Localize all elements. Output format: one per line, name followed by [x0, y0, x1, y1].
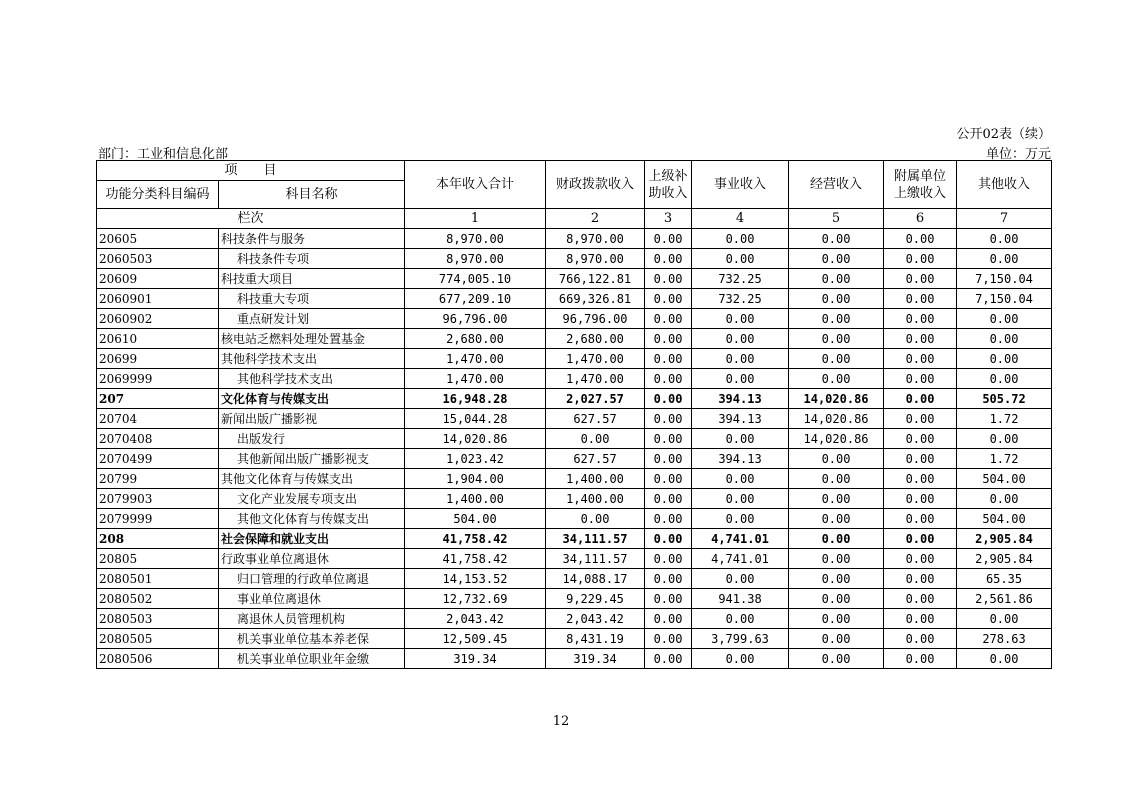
row-value: 0.00	[692, 509, 789, 529]
row-value: 2,680.00	[546, 329, 645, 349]
row-value: 0.00	[692, 329, 789, 349]
row-value: 0.00	[645, 549, 692, 569]
row-value: 0.00	[957, 369, 1052, 389]
row-name: 科技重大项目	[219, 269, 405, 289]
row-code: 2080501	[97, 569, 219, 589]
row-value: 0.00	[789, 289, 884, 309]
header-item: 项 目	[97, 161, 405, 181]
row-value: 774,005.10	[405, 269, 546, 289]
row-value: 0.00	[692, 609, 789, 629]
column-number: 6	[884, 209, 957, 229]
row-code: 2079903	[97, 489, 219, 509]
row-value: 0.00	[692, 249, 789, 269]
row-name: 科技重大专项	[219, 289, 405, 309]
department-row	[96, 143, 1051, 160]
row-value: 8,431.19	[546, 629, 645, 649]
row-value: 1.72	[957, 449, 1052, 469]
row-value: 0.00	[884, 649, 957, 669]
row-value: 1,470.00	[546, 369, 645, 389]
row-value: 0.00	[957, 609, 1052, 629]
row-value: 0.00	[884, 609, 957, 629]
row-value: 65.35	[957, 569, 1052, 589]
row-name: 机关事业单位基本养老保	[219, 629, 405, 649]
header-other: 其他收入	[957, 161, 1052, 209]
row-code: 2080502	[97, 589, 219, 609]
row-value: 0.00	[957, 349, 1052, 369]
row-name: 其他文化体育与传媒支出	[219, 469, 405, 489]
row-value: 0.00	[789, 349, 884, 369]
row-value: 504.00	[957, 509, 1052, 529]
header-code: 功能分类科目编码	[97, 181, 219, 209]
row-value: 0.00	[645, 509, 692, 529]
row-value: 0.00	[692, 229, 789, 249]
row-value: 4,741.01	[692, 529, 789, 549]
header-affiliate-line2: 上缴收入	[894, 185, 947, 201]
row-value: 14,020.86	[789, 389, 884, 409]
row-name: 新闻出版广播影视	[219, 409, 405, 429]
row-value: 0.00	[789, 309, 884, 329]
row-name: 其他科学技术支出	[219, 349, 405, 369]
column-number: 7	[957, 209, 1052, 229]
row-value: 14,020.86	[789, 429, 884, 449]
row-value: 0.00	[789, 469, 884, 489]
row-value: 8,970.00	[546, 249, 645, 269]
header-superior-line2: 助收入	[648, 185, 688, 201]
row-value: 2,680.00	[405, 329, 546, 349]
table-row	[97, 369, 1052, 389]
row-value: 2,905.84	[957, 529, 1052, 549]
table-row	[97, 329, 1052, 349]
row-value: 504.00	[957, 469, 1052, 489]
row-value: 0.00	[645, 289, 692, 309]
row-code: 20609	[97, 269, 219, 289]
row-value: 0.00	[645, 469, 692, 489]
row-value: 14,153.52	[405, 569, 546, 589]
table-row	[97, 529, 1052, 549]
table-row	[97, 649, 1052, 669]
table-row	[97, 249, 1052, 269]
row-value: 0.00	[789, 369, 884, 389]
column-number: 5	[789, 209, 884, 229]
row-value: 0.00	[884, 509, 957, 529]
row-value: 7,150.04	[957, 289, 1052, 309]
row-code: 208	[97, 529, 219, 549]
row-name: 其他新闻出版广播影视支	[219, 449, 405, 469]
row-value: 0.00	[884, 629, 957, 649]
row-code: 2080505	[97, 629, 219, 649]
row-value: 0.00	[692, 649, 789, 669]
row-value: 0.00	[692, 469, 789, 489]
row-value: 0.00	[645, 569, 692, 589]
table-row	[97, 509, 1052, 529]
row-value: 0.00	[884, 449, 957, 469]
row-name: 文化体育与传媒支出	[219, 389, 405, 409]
row-code: 20699	[97, 349, 219, 369]
row-value: 0.00	[645, 449, 692, 469]
row-value: 0.00	[884, 489, 957, 509]
row-value: 14,020.86	[789, 409, 884, 429]
row-value: 0.00	[884, 249, 957, 269]
row-value: 2,905.84	[957, 549, 1052, 569]
row-value: 0.00	[645, 489, 692, 509]
row-value: 504.00	[405, 509, 546, 529]
row-value: 0.00	[692, 349, 789, 369]
row-value: 0.00	[789, 229, 884, 249]
row-name: 社会保障和就业支出	[219, 529, 405, 549]
table-label: 公开02表（续）	[956, 127, 1051, 142]
row-value: 0.00	[789, 449, 884, 469]
row-code: 20605	[97, 229, 219, 249]
row-value: 96,796.00	[405, 309, 546, 329]
row-value: 3,799.63	[692, 629, 789, 649]
row-value: 12,509.45	[405, 629, 546, 649]
row-value: 0.00	[957, 249, 1052, 269]
row-value: 0.00	[884, 569, 957, 589]
row-value: 0.00	[884, 289, 957, 309]
row-value: 1,400.00	[546, 489, 645, 509]
table-row	[97, 629, 1052, 649]
row-code: 20610	[97, 329, 219, 349]
row-name: 离退休人员管理机构	[219, 609, 405, 629]
header-affiliate-line1: 附属单位	[894, 168, 947, 184]
budget-table	[96, 160, 1052, 669]
header-fiscal: 财政拨款收入	[546, 161, 645, 209]
row-value: 8,970.00	[405, 249, 546, 269]
row-name: 机关事业单位职业年金缴	[219, 649, 405, 669]
row-value: 0.00	[789, 329, 884, 349]
row-value: 0.00	[789, 249, 884, 269]
header-name: 科目名称	[219, 181, 405, 209]
header-superior	[645, 161, 692, 209]
row-code: 20805	[97, 549, 219, 569]
row-value: 0.00	[957, 229, 1052, 249]
row-name: 其他科学技术支出	[219, 369, 405, 389]
row-value: 7,150.04	[957, 269, 1052, 289]
row-value: 0.00	[884, 229, 957, 249]
row-value: 0.00	[884, 409, 957, 429]
row-value: 0.00	[645, 229, 692, 249]
row-value: 34,111.57	[546, 529, 645, 549]
row-value: 0.00	[884, 309, 957, 329]
row-value: 319.34	[405, 649, 546, 669]
row-value: 0.00	[789, 269, 884, 289]
header-affiliate	[884, 161, 957, 209]
row-value: 41,758.42	[405, 529, 546, 549]
row-value: 0.00	[884, 469, 957, 489]
row-value: 4,741.01	[692, 549, 789, 569]
column-number: 2	[546, 209, 645, 229]
row-value: 1.72	[957, 409, 1052, 429]
row-value: 0.00	[957, 309, 1052, 329]
row-value: 0.00	[692, 429, 789, 449]
row-value: 0.00	[692, 369, 789, 389]
row-value: 0.00	[957, 429, 1052, 449]
row-value: 766,122.81	[546, 269, 645, 289]
table-row	[97, 309, 1052, 329]
row-value: 16,948.28	[405, 389, 546, 409]
row-value: 0.00	[645, 409, 692, 429]
row-code: 20799	[97, 469, 219, 489]
row-value: 0.00	[789, 549, 884, 569]
row-value: 0.00	[789, 569, 884, 589]
row-value: 0.00	[645, 529, 692, 549]
table-row	[97, 469, 1052, 489]
row-code: 2080503	[97, 609, 219, 629]
row-value: 2,043.42	[405, 609, 546, 629]
row-value: 34,111.57	[546, 549, 645, 569]
table-row	[97, 269, 1052, 289]
table-row	[97, 229, 1052, 249]
row-value: 0.00	[789, 529, 884, 549]
row-value: 0.00	[884, 589, 957, 609]
row-value: 0.00	[645, 609, 692, 629]
row-value: 732.25	[692, 269, 789, 289]
department-label: 部门：工业和信息化部	[98, 147, 229, 162]
row-value: 1,023.42	[405, 449, 546, 469]
row-value: 1,470.00	[405, 369, 546, 389]
header-superior-line1: 上级补	[648, 168, 688, 184]
row-value: 0.00	[645, 629, 692, 649]
row-value: 0.00	[692, 569, 789, 589]
row-code: 2079999	[97, 509, 219, 529]
row-value: 278.63	[957, 629, 1052, 649]
row-value: 0.00	[884, 369, 957, 389]
row-value: 0.00	[645, 649, 692, 669]
unit-label: 单位：万元	[985, 147, 1051, 162]
row-value: 0.00	[884, 329, 957, 349]
row-value: 14,020.86	[405, 429, 546, 449]
row-value: 0.00	[957, 329, 1052, 349]
row-value: 14,088.17	[546, 569, 645, 589]
row-value: 941.38	[692, 589, 789, 609]
row-value: 0.00	[789, 649, 884, 669]
row-value: 627.57	[546, 449, 645, 469]
row-value: 0.00	[645, 309, 692, 329]
row-value: 0.00	[645, 249, 692, 269]
row-value: 41,758.42	[405, 549, 546, 569]
column-number-label: 栏次	[97, 209, 405, 229]
row-value: 0.00	[884, 349, 957, 369]
row-value: 0.00	[692, 309, 789, 329]
row-code: 2060902	[97, 309, 219, 329]
row-code: 20704	[97, 409, 219, 429]
table-row	[97, 549, 1052, 569]
row-value: 319.34	[546, 649, 645, 669]
row-name: 核电站乏燃料处理处置基金	[219, 329, 405, 349]
row-value: 0.00	[884, 429, 957, 449]
row-value: 394.13	[692, 449, 789, 469]
table-row	[97, 489, 1052, 509]
row-name: 重点研发计划	[219, 309, 405, 329]
row-name: 文化产业发展专项支出	[219, 489, 405, 509]
header-business: 事业收入	[692, 161, 789, 209]
table-row	[97, 569, 1052, 589]
row-value: 96,796.00	[546, 309, 645, 329]
row-name: 出版发行	[219, 429, 405, 449]
row-value: 0.00	[645, 429, 692, 449]
row-value: 0.00	[645, 349, 692, 369]
row-value: 2,027.57	[546, 389, 645, 409]
row-value: 0.00	[789, 609, 884, 629]
table-row	[97, 349, 1052, 369]
row-code: 2069999	[97, 369, 219, 389]
row-value: 0.00	[884, 549, 957, 569]
row-value: 627.57	[546, 409, 645, 429]
row-value: 732.25	[692, 289, 789, 309]
row-value: 394.13	[692, 389, 789, 409]
row-code: 2060503	[97, 249, 219, 269]
row-code: 2070499	[97, 449, 219, 469]
row-code: 207	[97, 389, 219, 409]
row-value: 0.00	[645, 589, 692, 609]
row-value: 669,326.81	[546, 289, 645, 309]
table-row	[97, 409, 1052, 429]
row-value: 0.00	[957, 489, 1052, 509]
row-code: 2080506	[97, 649, 219, 669]
row-value: 0.00	[546, 509, 645, 529]
row-name: 归口管理的行政单位离退	[219, 569, 405, 589]
row-value: 0.00	[546, 429, 645, 449]
row-value: 1,904.00	[405, 469, 546, 489]
row-value: 0.00	[789, 629, 884, 649]
row-code: 2060901	[97, 289, 219, 309]
row-value: 1,400.00	[405, 489, 546, 509]
column-number: 1	[405, 209, 546, 229]
row-value: 0.00	[884, 389, 957, 409]
row-code: 2070408	[97, 429, 219, 449]
row-value: 0.00	[789, 509, 884, 529]
row-value: 505.72	[957, 389, 1052, 409]
row-name: 科技条件专项	[219, 249, 405, 269]
row-value: 0.00	[645, 369, 692, 389]
table-row	[97, 449, 1052, 469]
row-value: 677,209.10	[405, 289, 546, 309]
table-row	[97, 589, 1052, 609]
row-name: 事业单位离退休	[219, 589, 405, 609]
row-value: 0.00	[645, 389, 692, 409]
page-number: 12	[552, 714, 570, 729]
column-number: 4	[692, 209, 789, 229]
table-row	[97, 289, 1052, 309]
row-value: 0.00	[884, 529, 957, 549]
row-value: 8,970.00	[546, 229, 645, 249]
row-value: 0.00	[645, 269, 692, 289]
row-value: 2,561.86	[957, 589, 1052, 609]
row-value: 12,732.69	[405, 589, 546, 609]
row-value: 15,044.28	[405, 409, 546, 429]
table-row	[97, 389, 1052, 409]
row-name: 其他文化体育与传媒支出	[219, 509, 405, 529]
row-value: 0.00	[789, 589, 884, 609]
row-value: 0.00	[692, 489, 789, 509]
header-operating: 经营收入	[789, 161, 884, 209]
row-name: 科技条件与服务	[219, 229, 405, 249]
row-value: 9,229.45	[546, 589, 645, 609]
row-value: 1,400.00	[546, 469, 645, 489]
column-number: 3	[645, 209, 692, 229]
row-value: 394.13	[692, 409, 789, 429]
header-total: 本年收入合计	[405, 161, 546, 209]
row-value: 0.00	[884, 269, 957, 289]
row-value: 1,470.00	[546, 349, 645, 369]
row-value: 2,043.42	[546, 609, 645, 629]
table-row	[97, 429, 1052, 449]
table-row	[97, 609, 1052, 629]
row-value: 0.00	[645, 329, 692, 349]
row-value: 0.00	[957, 649, 1052, 669]
row-value: 0.00	[789, 489, 884, 509]
row-name: 行政事业单位离退休	[219, 549, 405, 569]
row-value: 8,970.00	[405, 229, 546, 249]
row-value: 1,470.00	[405, 349, 546, 369]
